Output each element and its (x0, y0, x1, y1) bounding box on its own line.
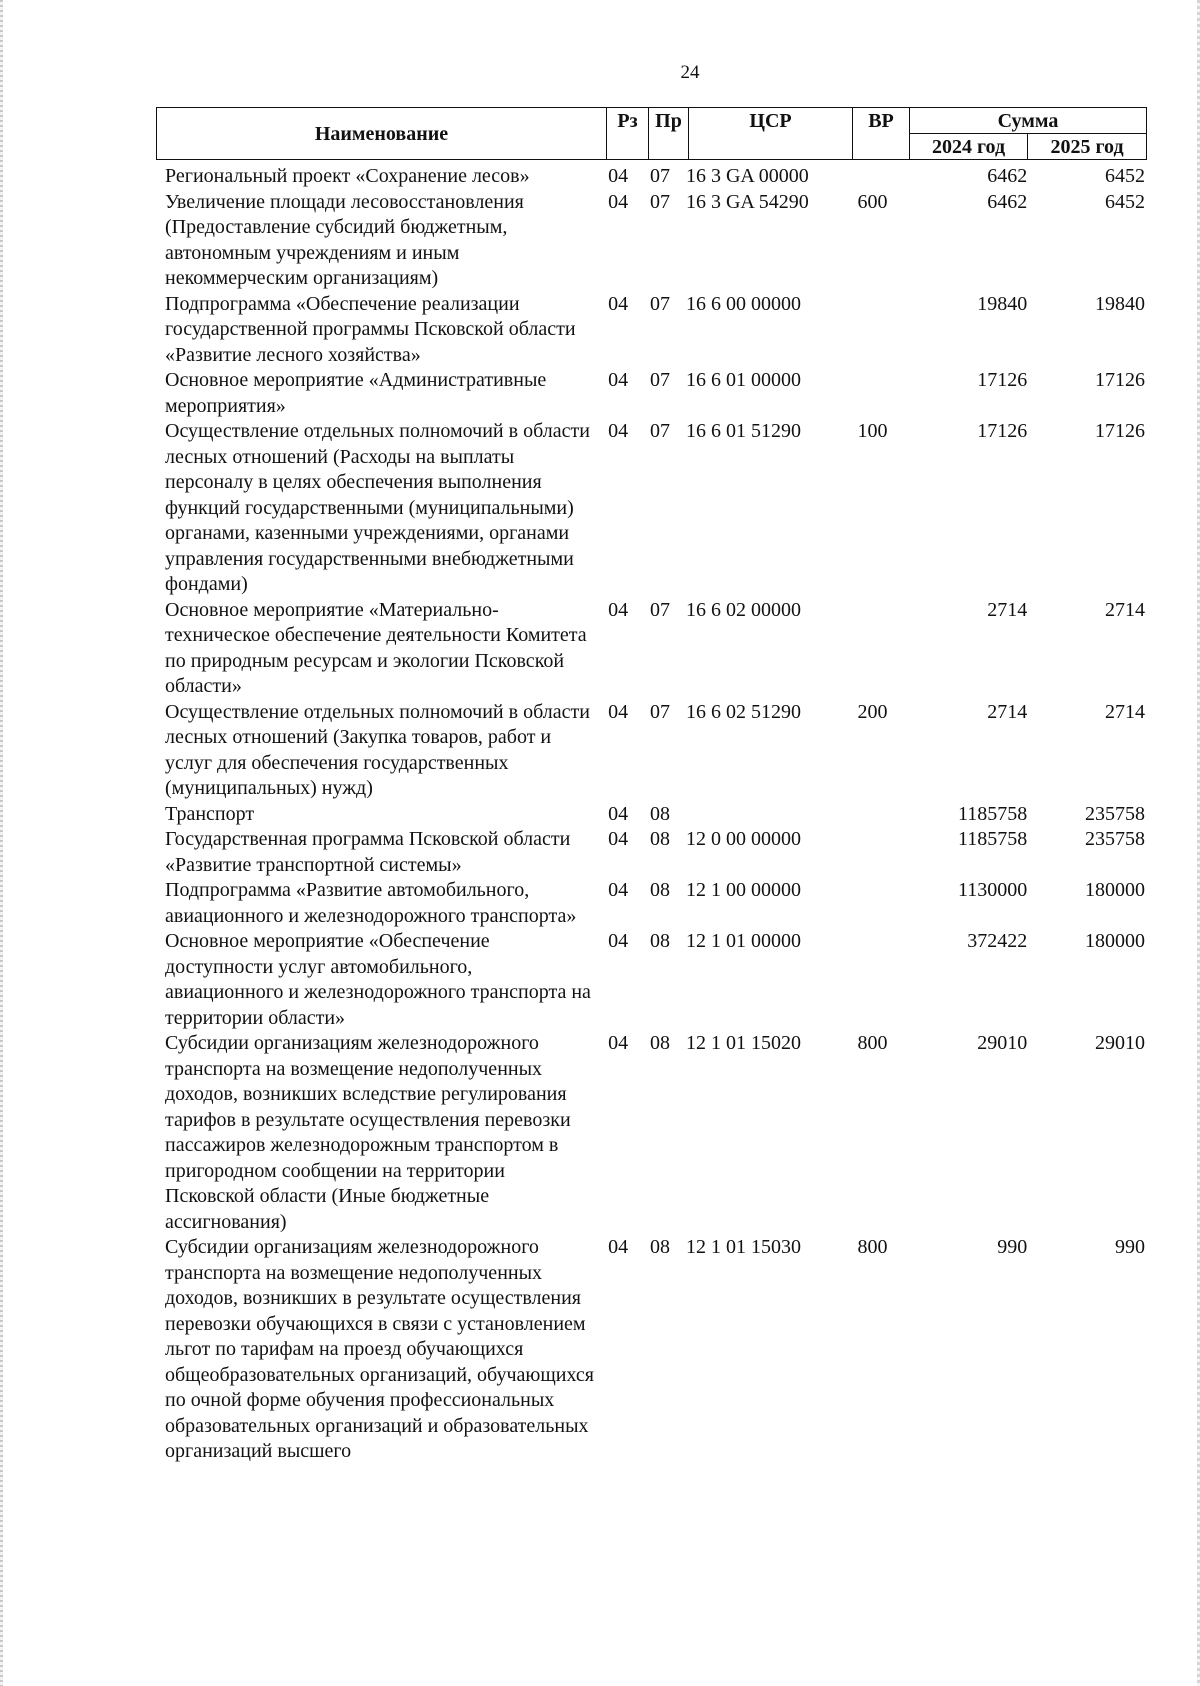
row-csr: 16 6 02 00000 (685, 598, 801, 621)
row-csr: 12 1 00 00000 (685, 879, 801, 901)
row-sum-2024: 990 (997, 1236, 1028, 1258)
table-row (165, 929, 1145, 1031)
row-rz: 04 (608, 828, 629, 850)
row-sum-2024: 6462 (987, 190, 1028, 213)
row-sum-2025: 17126 (1094, 420, 1145, 442)
row-rz: 04 (608, 165, 629, 187)
row-csr: 16 6 01 00000 (685, 369, 801, 391)
table-row (165, 802, 1145, 828)
row-sum-2024: 17126 (977, 369, 1028, 391)
row-pr: 08 (649, 930, 670, 952)
row-sum-2024: 6462 (987, 165, 1028, 187)
row-rz: 04 (608, 1032, 629, 1054)
row-pr: 08 (649, 802, 670, 825)
row-name: Основное мероприятие «Материально-техническое обеспечение деятельности Комитета по природным ресурсам и экологии Псковской области» (165, 598, 587, 697)
row-sum-2025: 17126 (1094, 369, 1145, 391)
header-pr: Пр (649, 108, 689, 160)
row-sum-2025: 990 (1114, 1236, 1145, 1258)
table-row (165, 1235, 1145, 1465)
row-sum-2025: 6452 (1104, 165, 1145, 187)
row-vr: 200 (857, 700, 888, 723)
header-year-2025: 2025 год (1028, 134, 1147, 160)
row-sum-2024: 1185758 (957, 802, 1028, 825)
row-rz: 04 (608, 420, 629, 442)
header-rz: Рз (607, 108, 649, 160)
row-sum-2024: 19840 (977, 292, 1028, 315)
row-name: Субсидии организациям железнодорожного транспорта на возмещение недополученных доходов, возникших вследствие регулирования тарифов в результате осуществления перевозки пассажиров железнодорожным транспортом в пригородном сообщении на территории Псковской области (Иные бюджетные ассигнования) (165, 1032, 571, 1233)
row-csr: 16 3 GA 00000 (685, 165, 809, 187)
row-sum-2025: 235758 (1084, 828, 1145, 850)
row-pr: 07 (649, 420, 670, 442)
row-pr: 07 (649, 700, 670, 723)
row-name: Осуществление отдельных полномочий в области лесных отношений (Расходы на выплаты персоналу в целях обеспечения выполнения функций государственными (муниципальными) органами, казенными учреждениями, органами управления государственными внебюджетными фондами) (165, 420, 590, 595)
row-sum-2025: 2714 (1104, 598, 1145, 621)
row-sum-2024: 372422 (967, 930, 1028, 952)
row-name: Транспорт (165, 802, 255, 825)
table-row (165, 292, 1145, 369)
row-name: Подпрограмма «Развитие автомобильного, авиационного и железнодорожного транспорта» (165, 879, 577, 927)
table-row (165, 1031, 1145, 1235)
table-body (165, 164, 1145, 1465)
row-rz: 04 (608, 879, 629, 901)
row-sum-2024: 1185758 (957, 828, 1028, 850)
table-row (165, 598, 1145, 700)
row-csr: 12 0 00 00000 (685, 828, 801, 850)
row-rz: 04 (608, 700, 629, 723)
row-pr: 07 (649, 165, 670, 187)
row-pr: 08 (649, 1236, 670, 1258)
row-csr: 12 1 01 15020 (685, 1032, 801, 1054)
row-csr: 16 3 GA 54290 (685, 190, 809, 213)
table-row (165, 368, 1145, 419)
header-name: Наименование (157, 108, 607, 160)
scan-edge-left (0, 0, 3, 1686)
row-name: Субсидии организациям железнодорожного транспорта на возмещение недополученных доходов, возникших в результате осуществления перевозки обучающихся в связи с установлением льгот по тарифам на проезд обучающихся общеобразовательных организаций, обучающихся по очной форме обучения профессиональных образовательных организаций и образовательных организаций высшего (165, 1236, 594, 1462)
table-row (165, 700, 1145, 802)
row-sum-2024: 1130000 (957, 879, 1028, 901)
row-pr: 08 (649, 828, 670, 850)
row-pr: 08 (649, 879, 670, 901)
row-rz: 04 (608, 369, 629, 391)
header-vr: ВР (853, 108, 910, 160)
row-pr: 07 (649, 292, 670, 315)
table-row (165, 419, 1145, 598)
row-vr: 600 (857, 190, 888, 213)
row-name: Государственная программа Псковской области «Развитие транспортной системы» (165, 828, 571, 876)
row-csr: 12 1 01 00000 (685, 930, 801, 952)
row-csr: 16 6 02 51290 (685, 700, 801, 723)
row-rz: 04 (608, 598, 629, 621)
table-header (156, 107, 1147, 160)
header-csr: ЦСР (689, 108, 853, 160)
row-name: Подпрограмма «Обеспечение реализации государственной программы Псковской области «Развитие лесного хозяйства» (165, 292, 576, 366)
row-vr: 800 (857, 1032, 888, 1054)
row-sum-2025: 19840 (1094, 292, 1145, 315)
table-row (165, 878, 1145, 929)
row-sum-2024: 29010 (977, 1032, 1028, 1054)
row-rz: 04 (608, 1236, 629, 1258)
row-pr: 07 (649, 598, 670, 621)
row-vr: 100 (857, 420, 888, 442)
row-sum-2025: 180000 (1084, 879, 1145, 901)
row-sum-2024: 2714 (987, 700, 1028, 723)
row-pr: 08 (649, 1032, 670, 1054)
row-sum-2025: 6452 (1104, 190, 1145, 213)
row-sum-2025: 2714 (1104, 700, 1145, 723)
row-sum-2025: 180000 (1084, 930, 1145, 952)
row-csr: 12 1 01 15030 (685, 1236, 801, 1258)
row-rz: 04 (608, 930, 629, 952)
row-sum-2024: 17126 (977, 420, 1028, 442)
row-csr: 16 6 00 00000 (685, 292, 801, 315)
row-rz: 04 (608, 292, 629, 315)
row-sum-2025: 235758 (1084, 802, 1145, 825)
row-pr: 07 (649, 369, 670, 391)
row-csr: 16 6 01 51290 (685, 420, 801, 442)
row-name: Увеличение площади лесовосстановления (Предоставление субсидий бюджетным, автономным учреждениям и иным некоммерческим организациям) (165, 190, 524, 289)
row-vr: 800 (857, 1236, 888, 1258)
row-sum-2025: 29010 (1094, 1032, 1145, 1054)
page-number: 24 (680, 62, 700, 83)
row-rz: 04 (608, 190, 629, 213)
header-sum: Сумма (910, 108, 1147, 134)
row-pr: 07 (649, 190, 670, 213)
row-name: Основное мероприятие «Обеспечение доступности услуг автомобильного, авиационного и железнодорожного транспорта на территории области» (165, 930, 591, 1029)
table-row (165, 190, 1145, 292)
table-row (165, 827, 1145, 878)
row-name: Основное мероприятие «Административные мероприятия» (165, 369, 547, 417)
table-row (165, 164, 1145, 190)
row-rz: 04 (608, 802, 629, 825)
row-sum-2024: 2714 (987, 598, 1028, 621)
row-name: Осуществление отдельных полномочий в области лесных отношений (Закупка товаров, работ и услуг для обеспечения государственных (муниципальных) нужд) (165, 700, 590, 799)
header-year-2024: 2024 год (910, 134, 1028, 160)
row-name: Региональный проект «Сохранение лесов» (165, 165, 530, 187)
